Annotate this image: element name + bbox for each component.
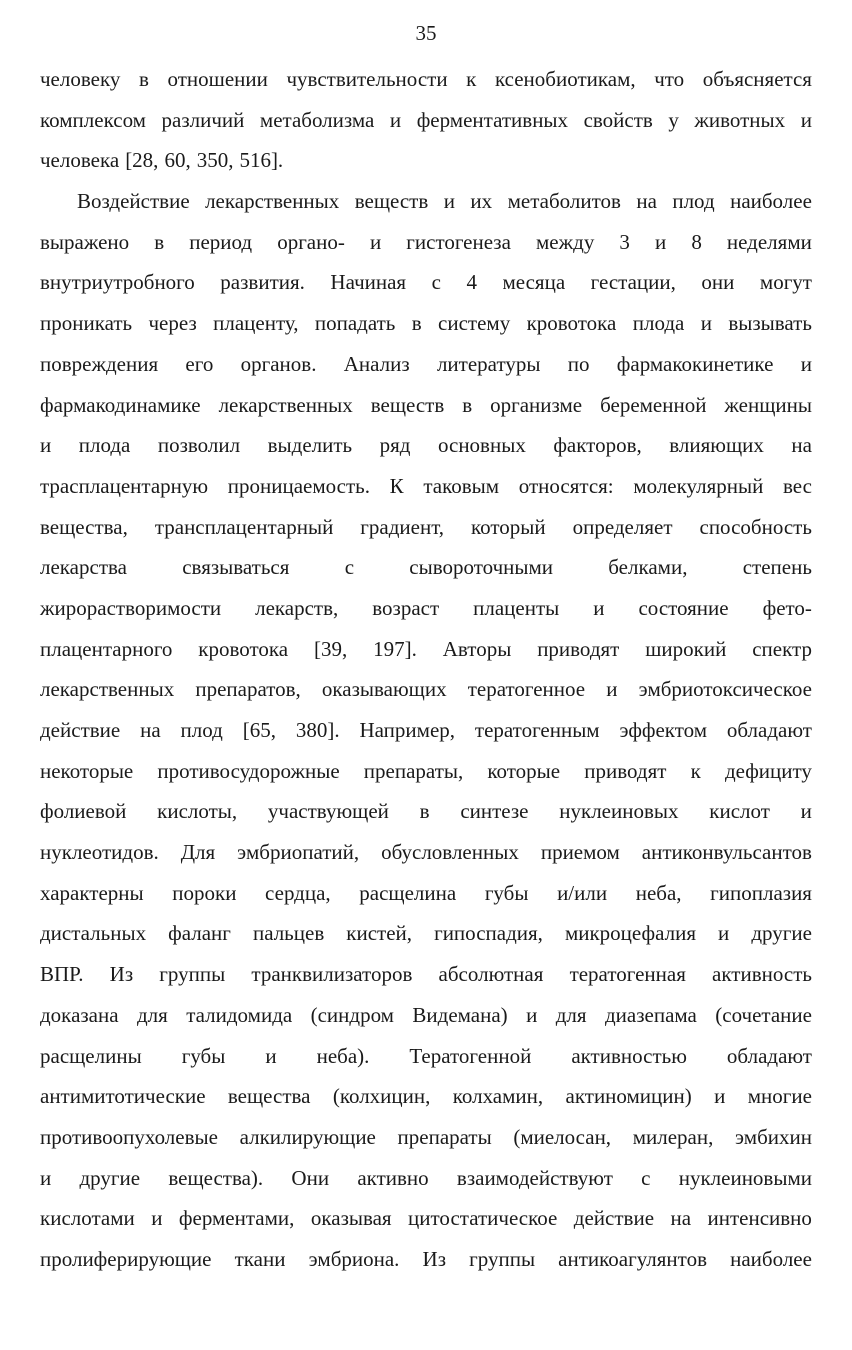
word: факторов, [553, 433, 642, 458]
word: который [471, 514, 546, 539]
word: ткани [234, 1246, 286, 1271]
word: фето- [762, 595, 812, 620]
text-line [40, 832, 812, 873]
word: актиномицин) [565, 1084, 692, 1109]
word: связываться [182, 555, 290, 580]
word: белками, [608, 555, 688, 580]
word: К [389, 473, 404, 498]
word: на [140, 718, 161, 742]
word: оказывая [310, 1206, 392, 1231]
word: жирорастворимости [40, 595, 222, 620]
word: кислот [709, 799, 770, 824]
word: 350, [196, 148, 234, 173]
word: микроцефалия [564, 921, 696, 946]
word: градиент, [360, 514, 445, 539]
word: кислоты, [157, 799, 238, 824]
word: в [154, 229, 165, 254]
word: метаболизма [259, 107, 375, 132]
word: 197]. [373, 636, 417, 661]
word: которые [487, 758, 561, 783]
word: диазепама [604, 1002, 697, 1027]
word: приемом [540, 840, 620, 865]
word: гипоплазия [710, 880, 812, 905]
text-line [40, 1239, 812, 1280]
word: вес [783, 473, 812, 498]
word: группы [159, 962, 226, 987]
page-number: 35 [415, 21, 437, 45]
word: ВПР. [40, 962, 84, 987]
word: дефициту [724, 758, 812, 783]
word: наиболее [730, 189, 812, 214]
word: нуклеотидов. [40, 840, 159, 865]
text-line [40, 1198, 812, 1239]
word: Они [291, 1165, 330, 1190]
word: степень [742, 555, 812, 580]
text-line [40, 710, 812, 751]
word: 4 [466, 270, 477, 295]
text-line [40, 913, 812, 954]
word: Авторы [442, 636, 512, 661]
word: органов. [240, 351, 317, 376]
word: синтезе [460, 799, 529, 824]
word: между [536, 229, 595, 254]
word: неба). [316, 1043, 370, 1068]
word: человеку [40, 67, 121, 91]
word: они [701, 270, 735, 295]
word: некоторые [40, 758, 134, 783]
word: нуклеиновыми [678, 1165, 812, 1190]
word: спектр [752, 636, 812, 661]
word: талидомида [186, 1002, 293, 1027]
word: действие [40, 718, 121, 742]
word: лекарственных [205, 189, 340, 214]
word: участвующей [267, 799, 389, 824]
word: эффектом [619, 718, 708, 742]
word: эмбриона. [308, 1246, 400, 1271]
word: его [185, 351, 214, 376]
text-line [40, 262, 812, 303]
word: состояние [638, 595, 729, 620]
word: 380]. [295, 718, 340, 742]
text-line [40, 588, 812, 629]
word: [39, [313, 636, 348, 661]
word: через [148, 311, 197, 336]
word: вызывать [728, 311, 812, 336]
word: и [443, 189, 455, 214]
word: многие [747, 1084, 812, 1109]
word: [28, [125, 148, 159, 173]
word: по [567, 351, 590, 376]
word: доказана [40, 1002, 119, 1027]
word: плацентарного [40, 636, 173, 661]
word: свойств [583, 107, 653, 132]
word: плода [632, 311, 685, 336]
word: Анализ [343, 351, 410, 376]
word: антикоагулянтов [558, 1246, 707, 1271]
word: лекарственных [40, 677, 175, 702]
text-line [40, 303, 812, 344]
word: для [136, 1002, 168, 1027]
word: и [40, 433, 52, 458]
word: к [690, 758, 701, 783]
word: и [593, 595, 605, 620]
word: органо- [277, 229, 345, 254]
word: развития. [220, 270, 305, 295]
word: человека [40, 148, 120, 173]
word: Из [422, 1246, 447, 1271]
word: 3 [619, 229, 630, 254]
text-line [40, 1117, 812, 1158]
word: систему [438, 311, 511, 336]
word: позволил [157, 433, 241, 458]
word: расщелина [359, 880, 457, 905]
text-line [40, 873, 812, 914]
word: у [668, 107, 679, 132]
word: и [654, 229, 667, 254]
word: кислотами [40, 1206, 135, 1231]
word: с [641, 1165, 651, 1190]
word: (колхицин, [332, 1084, 431, 1109]
word: лекарственных [218, 392, 353, 417]
word: определяет [572, 514, 673, 539]
word: на [670, 1206, 692, 1231]
word: Начиная [330, 270, 407, 295]
word: женщины [724, 392, 812, 417]
word: организме [490, 392, 583, 417]
word: кровотока [198, 636, 289, 661]
word: [65, [242, 718, 276, 742]
text-line [40, 385, 812, 426]
text-line [40, 181, 812, 222]
text-line [40, 507, 812, 548]
text-line [40, 100, 812, 141]
word: обусловленных [381, 840, 519, 865]
word: тератогенным [474, 718, 600, 742]
word: цитостатическое [408, 1206, 558, 1231]
word: 516]. [239, 148, 284, 173]
word: приводят [584, 758, 667, 783]
text-line [40, 629, 812, 670]
word: ряд [379, 433, 411, 458]
word: Для [180, 840, 216, 865]
word: дистальных [40, 921, 147, 946]
text-line [40, 751, 812, 792]
text-line [40, 547, 812, 588]
word: оказывающих [321, 677, 447, 702]
word: плаценту, [213, 311, 299, 336]
word: вещества [227, 1084, 311, 1109]
word: сердца, [265, 880, 331, 905]
word: комплексом [40, 107, 146, 132]
word: и [718, 921, 730, 946]
word: плод [672, 189, 715, 214]
word: кистей, [346, 921, 413, 946]
word: сывороточными [409, 555, 553, 580]
word: интенсивно [707, 1206, 812, 1231]
word: Из [109, 962, 134, 987]
word: веществ [354, 189, 429, 214]
word: плода [78, 433, 131, 458]
word: внутриутробного [40, 270, 195, 295]
word: трансплацентарный [154, 514, 334, 539]
word: транквилизаторов [251, 962, 413, 987]
word: и [800, 799, 812, 824]
word: и [606, 677, 618, 702]
text-line [40, 59, 812, 100]
word: литературы [436, 351, 541, 376]
word: действие [573, 1206, 655, 1231]
word: (сочетание [715, 1002, 812, 1027]
word: проницаемость. [227, 473, 370, 498]
word: активность [712, 962, 812, 987]
word: ферментами, [178, 1206, 295, 1231]
text-line [40, 425, 812, 466]
word: и/или [557, 880, 608, 905]
word: (синдром [310, 1002, 394, 1027]
word: обладают [726, 1043, 812, 1068]
word: объясняется [702, 67, 812, 91]
word: и [800, 107, 812, 132]
text-line [40, 1158, 812, 1199]
word: повреждения [40, 351, 159, 376]
word: пальцев [252, 921, 325, 946]
word: наиболее [730, 1246, 812, 1271]
word: способность [699, 514, 812, 539]
text-line [40, 791, 812, 832]
word: фармакодинамике [40, 392, 201, 417]
word: противосудорожные [157, 758, 340, 783]
word: метаболитов [507, 189, 621, 214]
word: расщелины [40, 1043, 142, 1068]
word: попадать [314, 311, 396, 336]
word: (миелосан, [513, 1124, 612, 1149]
word: могут [759, 270, 812, 295]
text-line [40, 344, 812, 385]
word: Тератогенной [409, 1043, 532, 1068]
text-line [40, 222, 812, 263]
word: плод [180, 718, 223, 742]
word: взаимодействуют [456, 1165, 613, 1190]
word: другие [79, 1165, 141, 1190]
word: лекарства [40, 555, 127, 580]
word: препаратов, [195, 677, 301, 702]
word: фолиевой [40, 799, 127, 824]
word: ферментативных [416, 107, 569, 132]
word: выражено [40, 229, 130, 254]
word: плаценты [473, 595, 560, 620]
word: чувствительности [286, 67, 448, 91]
word: Например, [359, 718, 456, 742]
text-line [40, 669, 812, 710]
word: Видемана) [412, 1002, 508, 1027]
word: для [555, 1002, 587, 1027]
word: месяца [502, 270, 566, 295]
word: нуклеиновых [559, 799, 679, 824]
word: фаланг [168, 921, 231, 946]
word: веществ [370, 392, 445, 417]
word: и [369, 229, 382, 254]
word: с [344, 555, 355, 580]
text-line [40, 140, 812, 181]
word: гестации, [590, 270, 676, 295]
text-line [40, 1076, 812, 1117]
word: различий [161, 107, 245, 132]
word: препараты [397, 1124, 492, 1149]
word: к [466, 67, 477, 91]
word: 8 [691, 229, 702, 254]
word: другие [751, 921, 812, 946]
word: влияющих [669, 433, 764, 458]
word: антиконвульсантов [641, 840, 812, 865]
word: фармакокинетике [616, 351, 774, 376]
word: в [462, 392, 473, 417]
text-line [40, 995, 812, 1036]
word: гипоспадия, [434, 921, 543, 946]
word: абсолютная [438, 962, 544, 987]
word: активностью [571, 1043, 687, 1068]
word: вещества). [168, 1165, 264, 1190]
word: период [189, 229, 253, 254]
word: выделить [267, 433, 353, 458]
word: отношении [167, 67, 268, 91]
word: 60, [164, 148, 191, 173]
word: алкилирующие [239, 1124, 376, 1149]
word: на [636, 189, 657, 214]
word: кровотока [526, 311, 617, 336]
word: неба, [635, 880, 682, 905]
word: и [526, 1002, 538, 1027]
word: беременной [600, 392, 707, 417]
word: обладают [726, 718, 812, 742]
word: милеран, [632, 1124, 714, 1149]
word: в [139, 67, 149, 91]
word: в [419, 799, 430, 824]
word: тератогенная [569, 962, 686, 987]
word: на [791, 433, 812, 458]
word: приводят [537, 636, 620, 661]
word: губы [484, 880, 529, 905]
word: тератогенное [467, 677, 586, 702]
word: активно [357, 1165, 429, 1190]
body-text [40, 59, 812, 1280]
word: неделями [726, 229, 812, 254]
word: колхамин, [452, 1084, 544, 1109]
word: антимитотические [40, 1084, 206, 1109]
word: относятся: [518, 473, 614, 498]
word: группы [469, 1246, 536, 1271]
word: возраст [372, 595, 440, 620]
word: пролиферирующие [40, 1246, 212, 1271]
word: Воздействие [77, 189, 190, 214]
word: молекулярный [633, 473, 764, 498]
word: широкий [645, 636, 727, 661]
word: эмбриопатий, [237, 840, 360, 865]
word: и [265, 1043, 277, 1068]
word: ксенобиотикам, [494, 67, 636, 91]
word: таковым [423, 473, 500, 498]
word: эмбриотоксическое [638, 677, 812, 702]
word: в [411, 311, 422, 336]
word: эмбихин [734, 1124, 812, 1149]
word: и [800, 351, 812, 376]
word: с [431, 270, 441, 295]
word: и [389, 107, 402, 132]
word: гистогенеза [406, 229, 511, 254]
word: и [40, 1165, 52, 1190]
word: проникать [40, 311, 133, 336]
word: что [654, 67, 685, 91]
word: губы [181, 1043, 226, 1068]
word: трасплацентарную [40, 473, 209, 498]
word: и [700, 311, 712, 336]
word: основных [437, 433, 526, 458]
word: пороки [172, 880, 237, 905]
word: вещества, [40, 514, 128, 539]
word: противоопухолевые [40, 1124, 218, 1149]
word: характерны [40, 880, 144, 905]
text-line [40, 1036, 812, 1077]
word: лекарств, [255, 595, 339, 620]
word: и [714, 1084, 726, 1109]
text-line [40, 954, 812, 995]
word: препараты, [363, 758, 464, 783]
word: их [470, 189, 493, 214]
text-line [40, 466, 812, 507]
word: животных [694, 107, 786, 132]
word: и [151, 1206, 163, 1231]
